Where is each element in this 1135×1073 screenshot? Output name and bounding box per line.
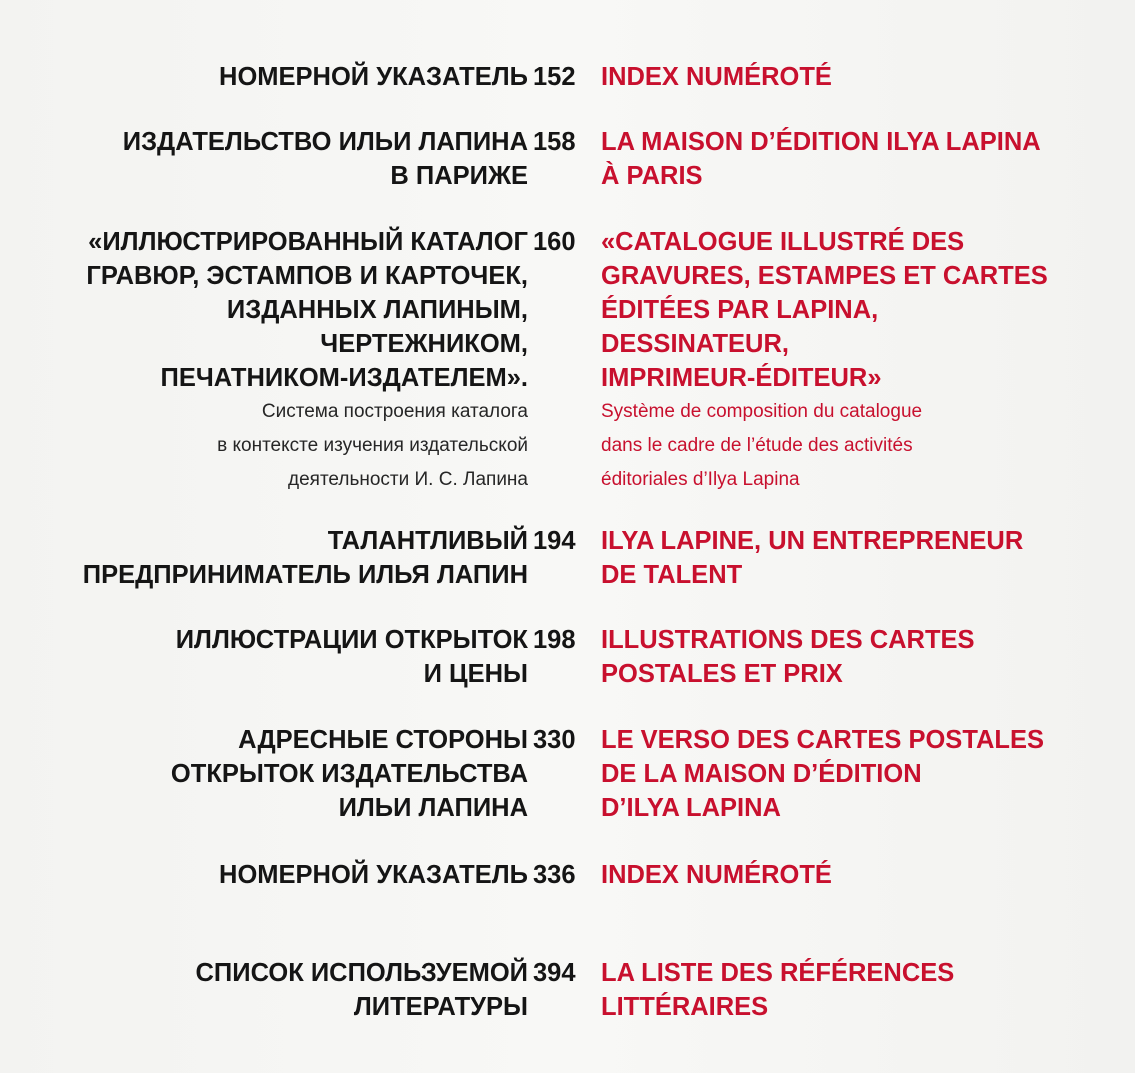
fr-line: À PARIS xyxy=(601,162,703,190)
ru-line: ИЛЬИ ЛАПИНА xyxy=(338,794,528,822)
fr-subtitle-line: éditoriales d’Ilya Lapina xyxy=(601,469,800,490)
page-number: 160 xyxy=(533,228,576,256)
ru-subtitle-line: в контексте изучения издательской xyxy=(217,435,528,456)
fr-line: POSTALES ET PRIX xyxy=(601,660,843,688)
toc-title-ru xyxy=(196,956,528,1024)
toc-title-ru xyxy=(123,125,528,193)
ru-line: ИЗДАТЕЛЬСТВО ИЛЬИ ЛАПИНА xyxy=(122,128,528,156)
toc-title-fr xyxy=(601,623,975,691)
toc-title-fr xyxy=(601,723,1044,825)
toc-title-ru xyxy=(171,723,528,825)
ru-line: «ИЛЛЮСТРИРОВАННЫЙ КАТАЛОГ xyxy=(88,228,528,256)
toc-title-ru xyxy=(219,60,528,94)
toc-title-fr xyxy=(601,956,954,1024)
ru-line: НОМЕРНОЙ УКАЗАТЕЛЬ xyxy=(219,63,528,91)
ru-subtitle-line: деятельности И. С. Лапина xyxy=(288,469,528,490)
fr-line: LA LISTE DES RÉFÉRENCES xyxy=(601,959,955,987)
fr-line: LE VERSO DES CARTES POSTALES xyxy=(601,726,1045,754)
toc-title-ru xyxy=(176,623,528,691)
toc-title-fr xyxy=(601,125,1041,193)
ru-line: СПИСОК ИСПОЛЬЗУЕМОЙ xyxy=(195,959,528,987)
fr-line: D’ILYA LAPINA xyxy=(601,794,781,822)
ru-subtitle-line: Система построения каталога xyxy=(261,401,528,422)
ru-line: ЛИТЕРАТУРЫ xyxy=(353,993,528,1021)
fr-line: INDEX NUMÉROTÉ xyxy=(601,63,832,91)
fr-line: LA MAISON D’ÉDITION ILYA LAPINA xyxy=(601,128,1041,156)
fr-line: DE LA MAISON D’ÉDITION xyxy=(601,760,922,788)
ru-line: ОТКРЫТОК ИЗДАТЕЛЬСТВА xyxy=(170,760,528,788)
ru-line: АДРЕСНЫЕ СТОРОНЫ xyxy=(238,726,528,754)
ru-line: И ЦЕНЫ xyxy=(423,660,528,688)
fr-line: ILLUSTRATIONS DES CARTES xyxy=(601,626,975,654)
page-number: 198 xyxy=(533,626,576,654)
toc-title-ru xyxy=(83,524,528,592)
page-number: 394 xyxy=(533,959,576,987)
page-number: 336 xyxy=(533,861,576,889)
fr-line: LITTÉRAIRES xyxy=(601,993,769,1021)
page-number: 158 xyxy=(533,128,576,156)
page-number: 194 xyxy=(533,527,576,555)
toc-title-fr xyxy=(601,60,832,94)
ru-line: НОМЕРНОЙ УКАЗАТЕЛЬ xyxy=(219,861,528,889)
fr-line: «CATALOGUE ILLUSTRÉ DES xyxy=(601,228,965,256)
page-number: 152 xyxy=(533,63,576,91)
toc-title-fr xyxy=(601,524,1023,592)
fr-line: ÉDITÉES PAR LAPINA, xyxy=(601,296,879,324)
fr-line: IMPRIMEUR-ÉDITEUR» xyxy=(601,364,882,392)
page-number: 330 xyxy=(533,726,576,754)
ru-line: ИЗДАННЫХ ЛАПИНЫМ, xyxy=(226,296,528,324)
toc-title-fr xyxy=(601,225,1048,497)
toc-title-ru xyxy=(86,225,528,497)
ru-line: ПРЕДПРИНИМАТЕЛЬ ИЛЬЯ ЛАПИН xyxy=(82,561,528,589)
ru-line: ТАЛАНТЛИВЫЙ xyxy=(327,527,528,555)
fr-subtitle-line: dans le cadre de l’étude des activités xyxy=(601,435,913,456)
ru-line: ЧЕРТЕЖНИКОМ, xyxy=(320,330,528,358)
fr-line: GRAVURES, ESTAMPES ET CARTES xyxy=(601,262,1048,290)
toc-title-ru xyxy=(219,858,528,892)
fr-line: ILYA LAPINE, UN ENTREPRENEUR xyxy=(601,527,1024,555)
fr-subtitle-line: Système de composition du catalogue xyxy=(601,401,923,422)
fr-line: DESSINATEUR, xyxy=(601,330,789,358)
fr-line: DE TALENT xyxy=(601,561,743,589)
ru-line: ПЕЧАТНИКОМ-ИЗДАТЕЛЕМ». xyxy=(160,364,528,392)
ru-line: ИЛЛЮСТРАЦИИ ОТКРЫТОК xyxy=(175,626,528,654)
toc-title-fr xyxy=(601,858,832,892)
fr-line: INDEX NUMÉROTÉ xyxy=(601,861,832,889)
ru-line: ГРАВЮР, ЭСТАМПОВ И КАРТОЧЕК, xyxy=(86,262,528,290)
ru-line: В ПАРИЖЕ xyxy=(390,162,528,190)
